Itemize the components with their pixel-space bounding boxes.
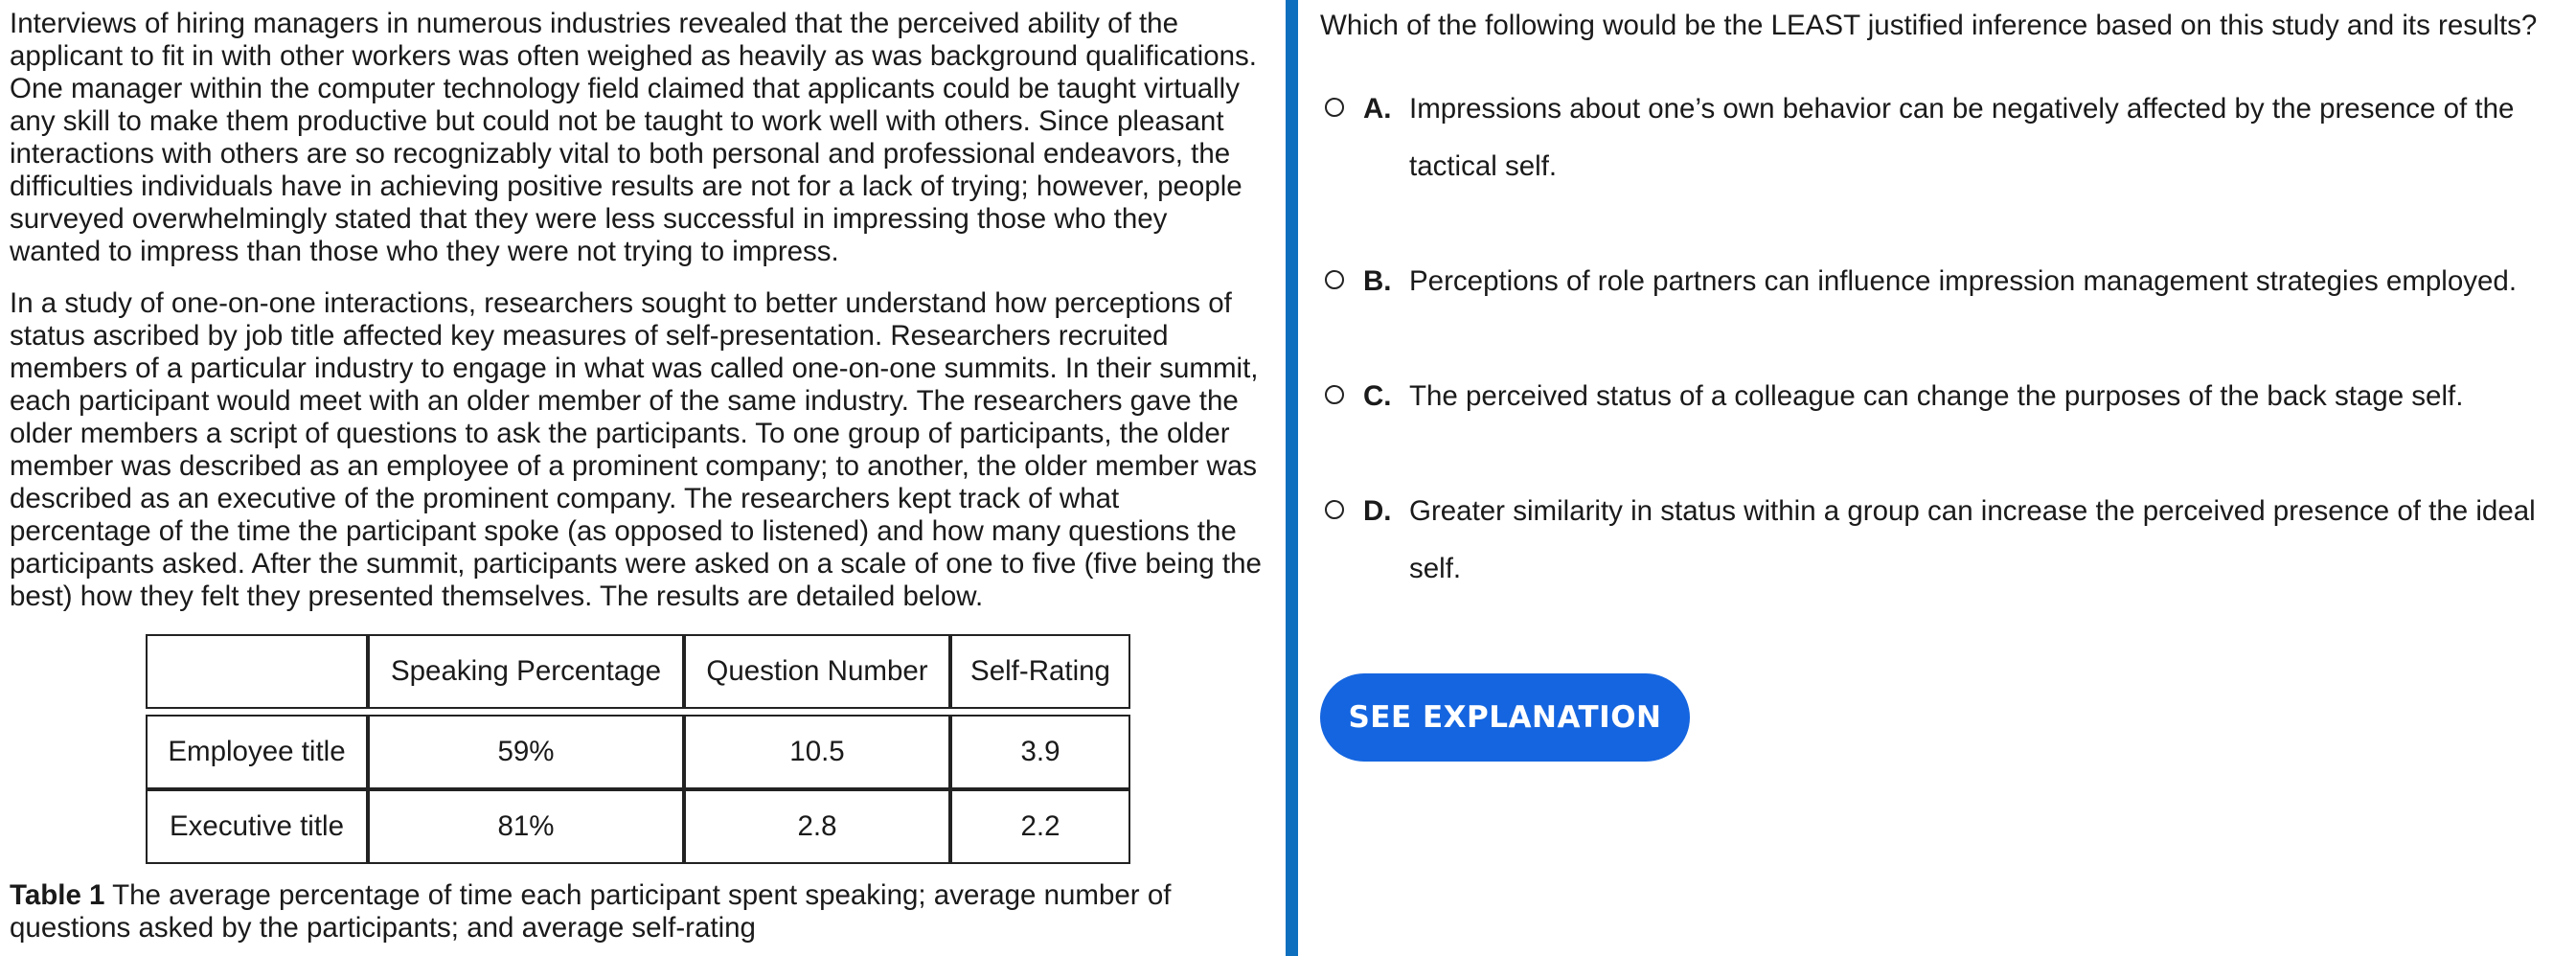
option-text: Perceptions of role partners can influence impression management strategies employed.	[1409, 265, 2518, 297]
answer-option-c[interactable]	[1325, 368, 2570, 425]
table-cell: 2.8	[684, 789, 950, 864]
answer-option-b[interactable]	[1325, 253, 2570, 310]
option-letter: C.	[1363, 380, 1392, 412]
option-text: Greater similarity in status within a group can increase the perceived presence of the ideal self.	[1409, 495, 2536, 584]
pane-divider[interactable]	[1286, 0, 1298, 956]
option-letter: D.	[1363, 495, 1392, 527]
radio-button[interactable]	[1325, 270, 1344, 289]
table-cell: 59%	[368, 715, 684, 789]
results-table	[146, 634, 1130, 864]
question-stem: Which of the following would be the LEAST justified inference based on this study and its results?	[1320, 10, 2538, 41]
table-row	[146, 789, 1130, 864]
option-text: Impressions about one’s own behavior can be negatively affected by the presence of the tactical self.	[1409, 93, 2515, 182]
table-cell: Executive title	[146, 789, 368, 864]
answer-option-d[interactable]	[1325, 483, 2570, 598]
table-header-cell: Self-Rating	[950, 634, 1130, 709]
table-cell: 2.2	[950, 789, 1130, 864]
passage-paragraph-2: In a study of one-on-one interactions, researchers sought to better understand how perceptions of status ascribed by job title affected key measures of self-presentation. Researchers recruited members of a particular industry to engage in what was called one-on-one summits. In their summit, each participant would meet with an older member of the same industry. The researchers gave the older members a script of questions to ask the participants. To one group of participants, the older member was described as an employee of a prominent company; to another, the older member was described as an executive of the prominent company. The researchers kept track of what percentage of the time the participant spoke (as opposed to listened) and how many questions the participants asked. After the summit, participants were asked on a scale of one to five (five being the best) how they felt they presented themselves. The results are detailed below.	[10, 287, 1262, 612]
table-cell: 81%	[368, 789, 684, 864]
passage	[10, 8, 1265, 632]
answer-option-a[interactable]	[1325, 80, 2570, 195]
table-header-row	[146, 634, 1130, 709]
see-explanation-button[interactable]: SEE EXPLANATION	[1320, 673, 1690, 762]
table-cell: 10.5	[684, 715, 950, 789]
option-letter: B.	[1363, 265, 1392, 297]
radio-button[interactable]	[1325, 98, 1344, 117]
table-cell: 3.9	[950, 715, 1130, 789]
table-header-cell: Speaking Percentage	[368, 634, 684, 709]
table-caption	[10, 879, 1255, 945]
table-cell: Employee title	[146, 715, 368, 789]
option-letter: A.	[1363, 93, 1392, 125]
passage-paragraph-1: Interviews of hiring managers in numerous industries revealed that the perceived ability of the applicant to fit in with other workers was often weighed as heavily as was background qualifications. One manager within the computer technology field claimed that applicants could be taught virtually any skill to make them productive but could not be taught to work well with others. Since pleasant interactions with others are so recognizably vital to both personal and professional endeavors, the difficulties individuals have in achieving positive results are not for a lack of trying; however, people surveyed overwhelmingly stated that they were less successful in impressing those who they wanted to impress than those who they were not trying to impress.	[10, 8, 1257, 267]
table-header-cell	[146, 634, 368, 709]
table-caption-text: The average percentage of time each participant spent speaking; average number of questions asked by the participants; and average self-rating	[10, 879, 1172, 944]
radio-button[interactable]	[1325, 385, 1344, 404]
table-row	[146, 715, 1130, 789]
radio-button[interactable]	[1325, 500, 1344, 519]
table-header-cell: Question Number	[684, 634, 950, 709]
option-text: The perceived status of a colleague can change the purposes of the back stage self.	[1409, 380, 2464, 412]
table-caption-label: Table 1	[10, 879, 105, 911]
